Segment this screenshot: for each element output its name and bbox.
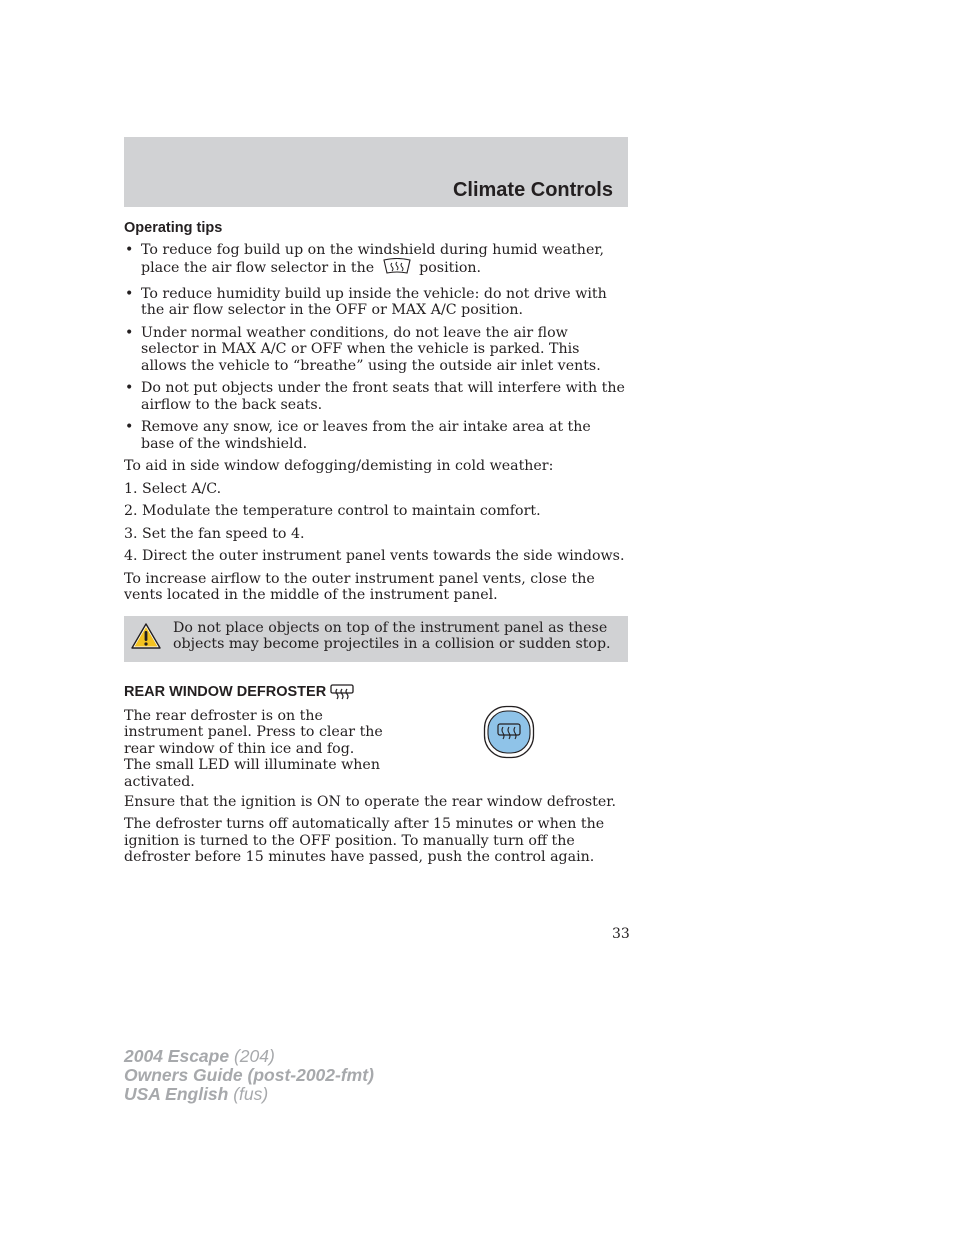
bullet: • [125,380,134,396]
step-3: 3. Set the fan speed to 4. [124,525,305,542]
step-1: 1. Select A/C. [124,480,222,497]
bullet: • [125,241,134,258]
rear-defrost-button [483,705,535,764]
section-header [124,137,628,207]
footer-language: USA English [124,1084,229,1104]
ignition-note: Ensure that the ignition is ON to operate the rear window defroster. [124,793,617,810]
step-2: 2. Modulate the temperature control to maintain comfort. [124,503,541,519]
tip-text: To reduce humidity build up inside the vehicle: do not drive with the air flow selector in the OFF or MAX A/C position. [141,285,607,318]
airflow-note: To increase airflow to the outer instrument panel vents, close the vents located in the middle of the instrument panel. [124,570,595,603]
footer-line-3 [124,1085,374,1104]
footer-model-code: (204) [229,1046,275,1066]
section-title: Climate Controls [452,179,613,201]
defog-intro: To aid in side window defogging/demisting in cold weather: [124,458,554,474]
list-item [124,419,628,452]
bullet: • [125,419,134,435]
warning-text: Do not place objects on top of the instrument panel as these objects may become projectiles in a collision or sudden stop. [173,619,611,652]
list-item [124,380,628,413]
tip-text: Do not put objects under the front seats that will interfere with the airflow to the back seats. [141,380,625,413]
footer-guide: Owners Guide (post-2002-fmt) [124,1065,374,1085]
tip-text: Remove any snow, ice or leaves from the air intake area at the base of the windshield. [141,419,591,452]
rear-defroster-description: The rear defroster is on the instrument panel. Press to clear the rear window of thin ice and fog. The small LED will illuminate when activated. [124,707,383,790]
list-item [124,325,628,375]
page-content [124,220,628,872]
tips-list [124,242,628,453]
operating-tips-heading: Operating tips [124,220,223,236]
rear-defroster-heading-row [124,684,628,702]
windshield-defrost-icon [382,258,412,280]
page-number: 33 [612,926,630,942]
list-item [124,286,628,319]
footer-line-1 [124,1047,374,1066]
rear-defrost-button-icon [483,705,535,759]
footer-language-code: (fus) [228,1084,269,1104]
bullet: • [125,324,134,341]
rear-defrost-icon [330,684,354,702]
footer-model: 2004 Escape [124,1046,230,1066]
tip-text-end: position. [419,260,482,276]
rear-defroster-row [124,707,628,790]
step-4: 4. Direct the outer instrument panel vents towards the side windows. [124,548,625,564]
footer-line-2 [124,1066,374,1085]
warning-box [124,616,628,662]
warning-triangle-icon [130,622,162,655]
tip-text: To reduce fog build up on the windshield during humid weather, place the air flow selector in the [141,241,605,276]
auto-off-note: The defroster turns off automatically after 15 minutes or when the ignition is turned to the OFF position. To manually turn off the defroster before 15 minutes have passed, push the control again. [124,816,605,865]
tip-text: Under normal weather conditions, do not leave the air flow selector in MAX A/C or OFF when the vehicle is parked. This allows the vehicle to “breathe” using the outside air inlet vents. [141,324,601,374]
list-item [124,242,628,280]
document-footer [124,1047,374,1104]
bullet: • [125,285,134,302]
rear-defroster-heading: REAR WINDOW DEFROSTER [124,684,327,701]
